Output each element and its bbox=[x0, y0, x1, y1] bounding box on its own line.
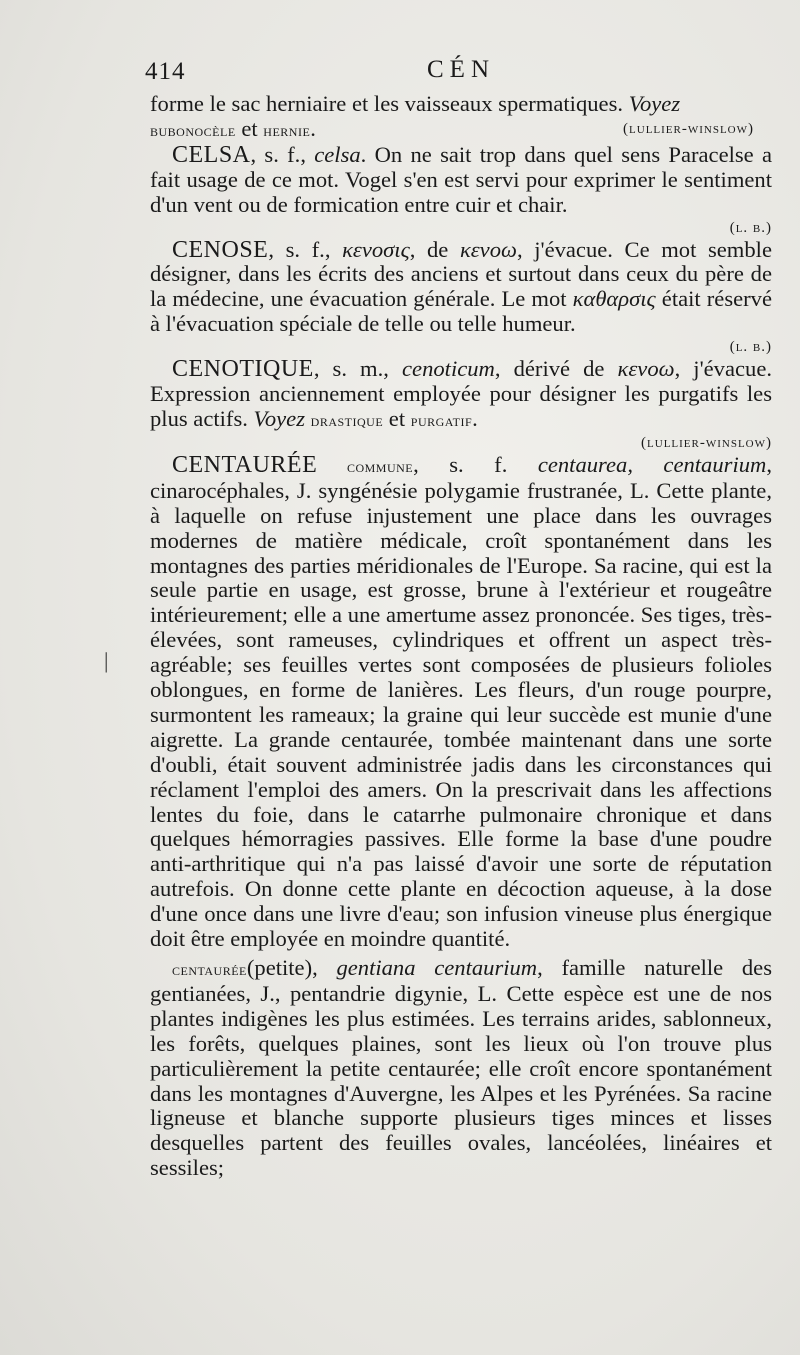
signature: (lullier-winslow) bbox=[623, 120, 754, 137]
page-header bbox=[145, 52, 772, 92]
entry-headword: CENOTIQUE bbox=[172, 356, 314, 383]
cross-reference: hernie bbox=[263, 119, 311, 140]
entry-headword: CENOSE bbox=[172, 236, 269, 263]
entry-cenose: CENOSE, s. f., κενοσις, de κενοω, j'évacue. Ce mot semble désigner, dans les écrits des anciens et surtout dans ceux du père de la médecine, une évacuation générale. Le mot καθαρσις était réservé à l'évacuation spéciale de telle ou telle humeur. bbox=[150, 236, 772, 337]
signature: (l. b.) bbox=[729, 339, 772, 356]
margin-mark: | bbox=[104, 648, 109, 673]
signature: (l. b.) bbox=[729, 219, 772, 236]
entry-headword: centaurée bbox=[172, 959, 247, 979]
article-text bbox=[150, 92, 772, 1181]
entry-centauree-petite: centaurée(petite), gentiana centaurium, famille naturelle des gentianées, J., pentandrie digynie, L. Cette espèce est une de nos plantes indigènes les plus estimées. Les terrains arides, sablonneux, les forêts, quelques plaines, sont les lieux où l'on trouve plus particulièrement la petite centaurée; elle croît encore spontanément dans les montagnes d'Auvergne, les Alpes et les Pyrénées. Sa racine ligneuse et blanche supporte plusieurs tiges minces et lisses desquelles partent des feuilles ovales, lancéolées, linéaires et sessiles; bbox=[150, 955, 772, 1181]
entry-continuation: forme le sac herniaire et les vaisseaux spermatiques. Voyez (lullier-winslow) bubonocèle et hernie. bbox=[150, 91, 754, 141]
entry-headword: CENTAURÉE bbox=[172, 451, 318, 478]
entry-cenotique: CENOTIQUE, s. m., cenoticum, dérivé de κενοω, j'évacue. Expression anciennement employée pour désigner les purgatifs les plus actifs. Voyez drastique et purgatif. bbox=[150, 356, 773, 431]
entry-centauree: CENTAURÉE commune, s. f. centaurea, centaurium, cinarocéphales, J. syngénésie polygamie frustranée, L. Cette plante, à laquelle on refuse injustement une place dans les ouvrages modernes de matière médicale, croît spontanément dans les montagnes des parties méridionales de l'Europe. Sa racine, qui est la seule partie en usage, est grosse, brune à l'extérieur et rougeâtre intérieurement; elle a une amertume assez prononcée. Ses tiges, très-élevées, sont rameuses, cylindriques et offrent un aspect très-agréable; ses feuilles vertes sont composées de plusieurs folioles oblongues, en forme de lanières. Les fleurs, d'un rouge pourpre, surmontent les rameaux; la graine qui leur succède est munie d'une aigrette. La grande centaurée, tombée maintenant dans une sorte d'oubli, était souvent administrée jadis dans les circonstances qui réclament l'emploi des amers. On la prescrivait dans les affections lentes du foie, dans le catarrhe pulmonaire chronique et dans quelques hémorragies passives. Elle forme la base d'une poudre anti-arthritique qui n'a pas laissé d'avoir une sorte de réputation autrefois. On donne cette plante en décoction aqueuse, à la dose d'une once dans une livre d'eau; son infusion vineuse plus énergique doit être employée en moindre quantité. bbox=[150, 451, 772, 952]
cross-reference: bubonocèle bbox=[150, 119, 236, 140]
signature: (lullier-winslow) bbox=[641, 434, 772, 451]
entry-celsa: CELSA, s. f., celsa. On ne sait trop dans quel sens Paracelse a fait usage de ce mot. Vogel s'en est servi pour exprimer le sentiment d'un vent ou de formication entre cuir et chair. bbox=[150, 141, 772, 217]
cross-reference: purgatif bbox=[410, 409, 473, 430]
running-head: CÉN bbox=[427, 56, 495, 83]
cross-reference: drastique bbox=[310, 409, 384, 430]
entry-headword: CELSA bbox=[172, 141, 251, 168]
page-number: 414 bbox=[145, 58, 186, 85]
